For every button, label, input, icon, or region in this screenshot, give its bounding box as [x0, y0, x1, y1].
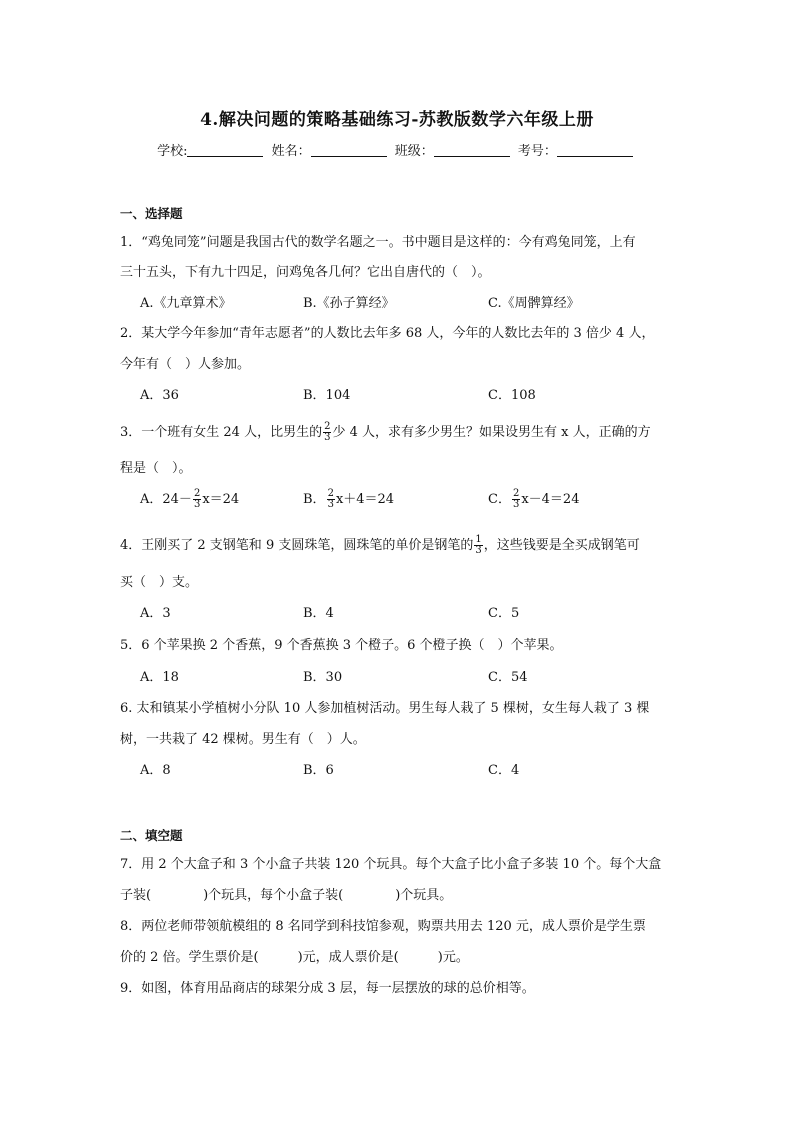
q3-option-c-fraction: [512, 489, 520, 510]
q5-line1: 5．6 个苹果换 2 个香蕉，9 个香蕉换 3 个橙子。6 个橙子换（ ）个苹果。: [120, 638, 563, 653]
q3-option-b-pre: B．: [303, 492, 326, 507]
q4-fraction: [474, 535, 482, 556]
q3-option-a-post: x＝24: [202, 492, 240, 507]
q7-line1: 7．用 2 个大盒子和 3 个小盒子共装 120 个玩具。每个大盒子比小盒子多装 10 个。每个大盒: [120, 857, 662, 872]
school-label: 学校:: [157, 144, 188, 159]
q6-option-a[interactable]: A．8: [140, 763, 171, 778]
q3-option-a-frac-den: 3: [193, 499, 201, 510]
q3-option-b-post: x＋4＝24: [335, 492, 395, 507]
q3-option-b-frac-num: 2: [327, 488, 334, 499]
page-title: 4.解决问题的策略基础练习-苏教版数学六年级上册: [200, 110, 594, 130]
q7-line2: 子装( )个玩具，每个小盒子装( )个玩具。: [120, 888, 453, 903]
q2-line2: 今年有（ ）人参加。: [120, 357, 251, 372]
section-fill-heading: 二、填空题: [120, 828, 183, 843]
q3-line1: [120, 421, 680, 443]
q6-line1: 6. 太和镇某小学植树小分队 10 人参加植树活动。男生每人栽了 5 棵树，女生每人栽了 3 棵: [120, 701, 650, 716]
q3-option-a-frac-num: 2: [193, 488, 201, 499]
q3-option-b-frac-den: 3: [327, 499, 334, 510]
q1-option-b[interactable]: B.《孙子算经》: [303, 296, 395, 311]
q3-line1-pre: 3．一个班有女生 24 人，比男生的: [120, 425, 323, 440]
school-blank[interactable]: [187, 144, 263, 157]
q2-line1: 2．某大学今年参加“青年志愿者”的人数比去年多 68 人，今年的人数比去年的 3 倍少 4 人，: [120, 326, 655, 341]
q2-option-b[interactable]: B．104: [303, 388, 351, 403]
q3-frac-num: 2: [324, 421, 331, 432]
q1-line2: 三十五头，下有九十四足，问鸡兔各几何？它出自唐代的（ ）。: [120, 265, 491, 280]
q3-option-c-frac-num: 2: [512, 488, 520, 499]
section-choice-heading: 一、选择题: [120, 206, 183, 221]
q3-option-c-pre: C．: [488, 492, 511, 507]
exam-no-blank[interactable]: [557, 144, 633, 157]
name-blank[interactable]: [311, 144, 387, 157]
q3-option-c-post: x－4＝24: [521, 492, 580, 507]
class-label: 班级：: [394, 144, 434, 159]
student-info-row: [0, 140, 794, 159]
q6-option-c[interactable]: C．4: [488, 763, 520, 778]
q4-line1: [120, 534, 680, 556]
q4-line1-post: ，这些钱要是全买成钢笔可: [483, 538, 640, 553]
q9-line1: 9．如图，体育用品商店的球架分成 3 层，每一层摆放的球的总价相等。: [120, 981, 535, 996]
q4-frac-den: 3: [475, 545, 482, 556]
q4-frac-num: 1: [475, 534, 482, 545]
q4-line2: 买（ ）支。: [120, 575, 199, 590]
q2-option-c[interactable]: C．108: [488, 388, 536, 403]
q4-line1-pre: 4．王刚买了 2 支钢笔和 9 支圆珠笔，圆珠笔的单价是钢笔的: [120, 538, 474, 553]
class-blank[interactable]: [434, 144, 510, 157]
q3-option-b[interactable]: [303, 488, 394, 510]
q5-option-b[interactable]: B．30: [303, 670, 343, 685]
q3-option-a-pre: A．24－: [140, 492, 192, 507]
q1-option-c[interactable]: C.《周髀算经》: [488, 296, 580, 311]
q5-option-c[interactable]: C．54: [488, 670, 528, 685]
q4-option-b[interactable]: B．4: [303, 606, 334, 621]
q3-option-a-fraction: [193, 489, 201, 510]
q3-fraction: [323, 422, 331, 443]
exam-no-label: 考号：: [517, 144, 557, 159]
q6-option-b[interactable]: B．6: [303, 763, 334, 778]
q3-option-c-frac-den: 3: [512, 499, 520, 510]
q8-line2: 价的 2 倍。学生票价是( )元，成人票价是( )元。: [120, 950, 469, 965]
q8-line1: 8．两位老师带领航模组的 8 名同学到科技馆参观，购票共用去 120 元，成人票价是学生票: [120, 919, 646, 934]
q5-option-a[interactable]: A．18: [140, 670, 179, 685]
q4-option-c[interactable]: C．5: [488, 606, 520, 621]
name-label: 姓名：: [271, 144, 311, 159]
q3-option-a[interactable]: [140, 488, 239, 510]
q1-line1: 1．“鸡兔同笼”问题是我国古代的数学名题之一。书中题目是这样的：今有鸡兔同笼，上有: [120, 235, 636, 250]
q2-option-a[interactable]: A．36: [140, 388, 179, 403]
q6-line2: 树，一共栽了 42 棵树。男生有（ ）人。: [120, 732, 366, 747]
q3-option-b-fraction: [327, 489, 335, 510]
q3-option-c[interactable]: [488, 488, 579, 510]
q3-line2: 程是（ ）。: [120, 461, 192, 476]
q1-option-a[interactable]: A.《九章算术》: [140, 296, 232, 311]
q3-line1-post: 少 4 人，求有多少男生？如果设男生有 x 人，正确的方: [332, 425, 651, 440]
q4-option-a[interactable]: A．3: [140, 606, 171, 621]
q3-frac-den: 3: [324, 432, 331, 443]
